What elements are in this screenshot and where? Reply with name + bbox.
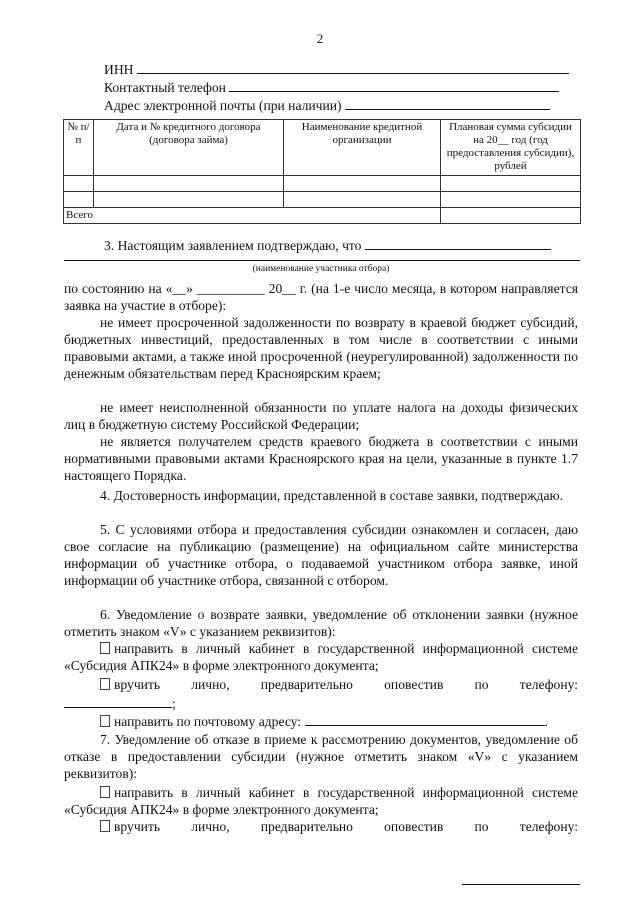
col-contract-header: Дата и № кредитного договора (договора займа) — [94, 120, 284, 176]
phone-label: Контактный телефон — [104, 80, 226, 95]
phone-field[interactable] — [229, 78, 559, 92]
table-header-row — [64, 120, 581, 176]
section6-intro: 6. Уведомление о возврате заявки, уведомление об отклонении заявки (нужное отметить знаком «V» с указанием реквизитов): — [64, 607, 578, 639]
email-line — [104, 96, 550, 114]
section6-option2: вручить лично, предварительно оповестив по телефону: — [64, 676, 578, 693]
postal-address-field[interactable] — [305, 712, 545, 726]
email-label: Адрес электронной почты (при наличии) — [104, 98, 342, 113]
total-label: Всего — [64, 208, 441, 224]
checkbox[interactable] — [100, 820, 110, 832]
checkbox[interactable] — [100, 786, 110, 798]
section3-intro-line — [104, 236, 551, 254]
section3-item1: не имеет просроченной задолженности по возврату в краевой бюджет субсидий, бюджетных инвестиций, предоставленных в том числе в соответствии с иными правовыми актами, а также иной просроченной (неурегулированной) задолженности по денежным обязательствам перед Красноярским краем; — [64, 315, 578, 381]
section3-item2: не имеет неисполненной обязанности по уплате налога на доходы физических лиц в бюджетную систему Российской Федерации; — [64, 400, 578, 432]
table-total-row — [64, 208, 581, 224]
participant-caption: (наименование участника отбора) — [252, 264, 390, 274]
checkbox[interactable] — [100, 642, 110, 654]
section6-option1: направить в личный кабинет в государственной информационной системе «Субсидия АПК24» в форме электронного документа; — [64, 641, 578, 673]
section3-intro: 3. Настоящим заявлением подтверждаю, что — [104, 238, 362, 253]
col-number-header: № п/п — [64, 120, 94, 176]
participant-name-field[interactable] — [365, 236, 551, 250]
section3-item3: не является получателем средств краевого бюджета в соответствии с иными нормативными правовыми актами Красноярского края на цели, указанные в пункте 1.7 настоящего Порядка. — [64, 434, 578, 483]
section6-option3: направить по почтовому адресу: . — [100, 712, 548, 730]
phone-line — [104, 78, 559, 96]
section3-as-of: по состоянию на «__» __________ 20__ г. (на 1-е число месяца, в котором направляется заявка на участие в отборе): — [64, 281, 578, 313]
inn-field[interactable] — [137, 60, 569, 74]
checkbox[interactable] — [100, 715, 110, 727]
section7-option1: направить в личный кабинет в государственной информационной системе «Субсидия АПК24» в форме электронного документа; — [64, 785, 578, 817]
participant-name-line[interactable] — [64, 260, 580, 261]
credit-table — [63, 119, 581, 224]
section6-phone-line: ; — [64, 694, 176, 712]
table-row — [64, 176, 581, 192]
inn-label: ИНН — [104, 62, 134, 77]
section7-intro: 7. Уведомление об отказе в приеме к рассмотрению документов, уведомление об отказе в предоставлении субсидии (нужное отметить знаком «V» с указанием реквизитов): — [64, 732, 578, 781]
table-row — [64, 192, 581, 208]
phone-number-field[interactable] — [64, 694, 172, 708]
page-number: 2 — [316, 31, 324, 46]
col-amount-header: Плановая сумма субсидии на 20__ год (год предоставления субсидии), рублей — [441, 120, 581, 176]
email-field[interactable] — [345, 96, 550, 110]
inn-line — [104, 60, 569, 78]
section4: 4. Достоверность информации, представленной в составе заявки, подтверждаю. — [100, 488, 564, 503]
col-bank-header: Наименование кредитной организации — [284, 120, 441, 176]
bottom-rule — [462, 884, 580, 885]
section5: 5. С условиями отбора и предоставления субсидии ознакомлен и согласен, даю свое согласие на публикацию (размещение) на официальном сайте министерства информации об участнике отбора, о подаваемой участником отбора заявке, иной информации об участнике отбора, связанной с отбором. — [64, 522, 578, 588]
checkbox[interactable] — [100, 678, 110, 690]
section7-option2: вручить лично, предварительно оповестив по телефону: — [64, 818, 578, 835]
